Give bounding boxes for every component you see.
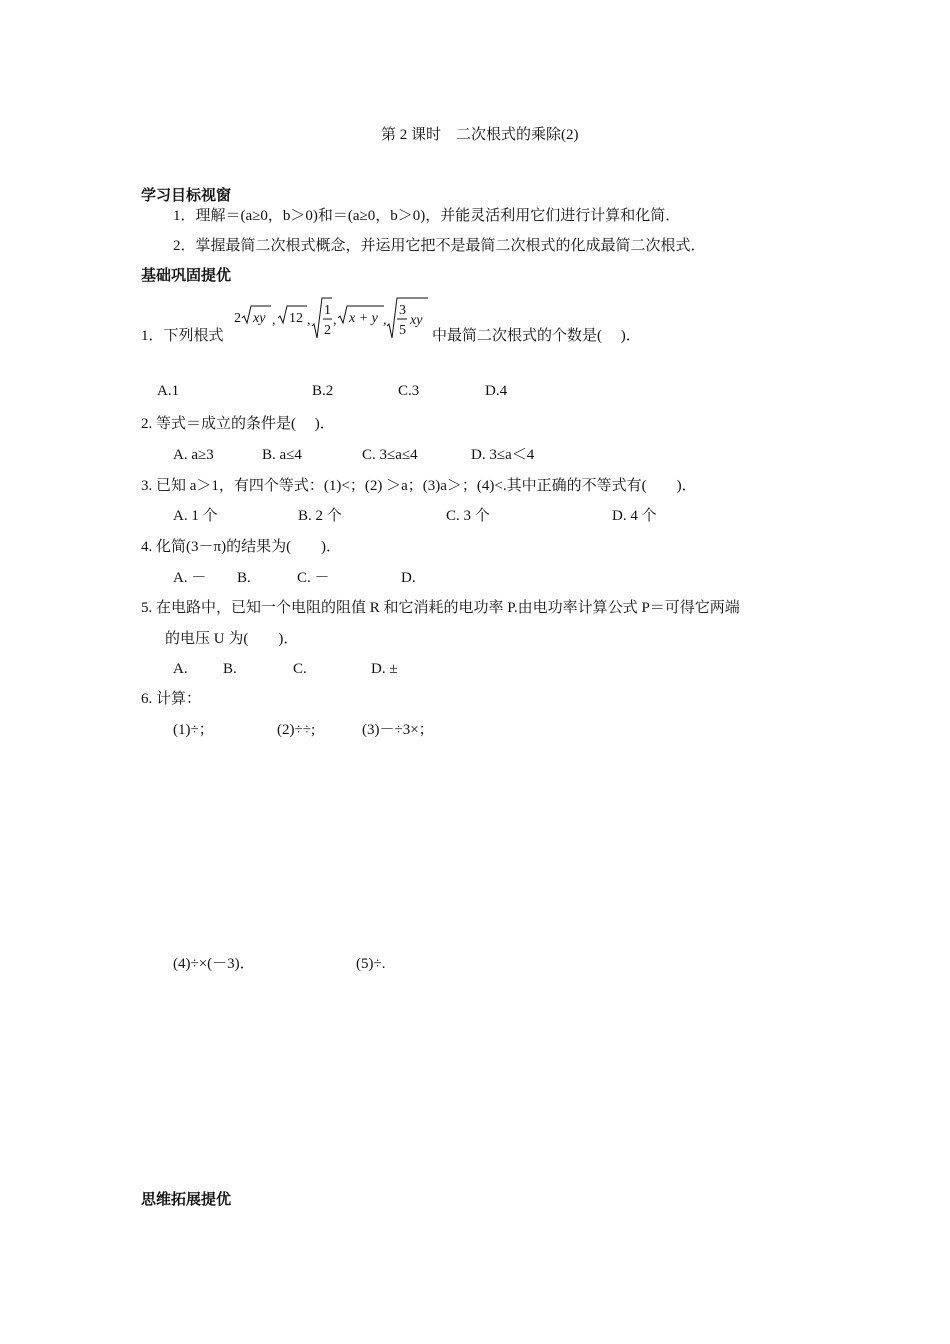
objective-1: 1．理解＝(a≥0，b＞0)和＝(a≥0，b＞0)，并能灵活利用它们进行计算和化简． xyxy=(173,208,681,224)
formula-sep-1: , xyxy=(272,313,276,328)
section-heading-objectives: 学习目标视窗 xyxy=(141,186,232,204)
question-3-option-d[interactable]: D. 4 个 xyxy=(612,508,657,524)
question-5-option-d[interactable]: D. ± xyxy=(371,661,398,677)
question-4-option-a[interactable]: A. － xyxy=(173,570,207,586)
question-2-option-a[interactable]: A. a≥3 xyxy=(173,447,214,463)
question-4-text: 4. 化简(3－π)的结果为( )． xyxy=(141,539,342,555)
formula-r2: 12 xyxy=(289,311,303,326)
objective-2: 2．掌握最简二次根式概念，并运用它把不是最简二次根式的化成最简二次根式． xyxy=(173,238,706,254)
formula-r5-tail: xy xyxy=(410,313,423,328)
formula-f3-num: 1 xyxy=(324,303,331,318)
question-5-option-a[interactable]: A. xyxy=(173,661,188,677)
section-heading-basics: 基础巩固提优 xyxy=(141,266,232,284)
question-6-text: 6. 计算： xyxy=(141,691,202,707)
question-6-part-2: (2)÷÷; xyxy=(277,722,316,738)
question-3-text: 3. 已知 a＞1，有四个等式：(1)<；(2) ＞a；(3)a＞；(4)<.其中正确的不等式有( )． xyxy=(141,478,697,494)
question-1-suffix: 中最简二次根式的个数是( )． xyxy=(432,328,641,344)
question-5-option-b[interactable]: B. xyxy=(223,661,237,677)
formula-r1: xy xyxy=(253,311,266,326)
question-5-line-2: 的电压 U 为( )． xyxy=(165,631,299,647)
formula-r4: x + y xyxy=(349,311,378,326)
question-5-option-c[interactable]: C. xyxy=(293,661,307,677)
question-1-option-c[interactable]: C.3 xyxy=(398,383,420,399)
question-1-option-a[interactable]: A.1 xyxy=(157,383,180,399)
radical-formula-graphic xyxy=(234,296,434,342)
formula-f3-den: 2 xyxy=(324,323,331,338)
question-1-option-b[interactable]: B.2 xyxy=(312,383,334,399)
formula-coef: 2 xyxy=(234,311,241,326)
question-4-option-b[interactable]: B. xyxy=(237,570,251,586)
question-3-option-b[interactable]: B. 2 个 xyxy=(298,508,342,524)
question-3-option-a[interactable]: A. 1 个 xyxy=(173,508,218,524)
question-6-part-5: (5)÷. xyxy=(356,956,386,972)
question-1-prefix: 1．下列根式 xyxy=(141,328,224,344)
question-2-option-c[interactable]: C. 3≤a≤4 xyxy=(362,447,418,463)
question-3-option-c[interactable]: C. 3 个 xyxy=(446,508,490,524)
formula-sep-2: , xyxy=(307,313,311,328)
page-title: 第 2 课时 二次根式的乘除(2) xyxy=(381,127,579,143)
question-6-part-3: (3)－÷3×； xyxy=(362,722,434,738)
formula-f5-den: 5 xyxy=(399,323,406,338)
question-4-option-c[interactable]: C. － xyxy=(297,570,330,586)
question-6-part-4: (4)÷×(－3)． xyxy=(173,956,255,972)
question-6-part-1: (1)÷； xyxy=(173,722,214,738)
question-4-option-d[interactable]: D. xyxy=(401,570,416,586)
question-1-option-d[interactable]: D.4 xyxy=(485,383,508,399)
question-1-formula xyxy=(234,296,434,342)
question-2-option-d[interactable]: D. 3≤a＜4 xyxy=(471,447,535,463)
formula-f5-num: 3 xyxy=(399,303,406,318)
formula-sep-3: , xyxy=(333,313,337,328)
formula-sep-4: , xyxy=(383,313,387,328)
question-2-option-b[interactable]: B. a≤4 xyxy=(262,447,302,463)
question-2-text: 2. 等式＝成立的条件是( )． xyxy=(141,416,335,432)
question-5-line-1: 5. 在电路中，已知一个电阻的阻值 R 和它消耗的电功率 P.由电功率计算公式 P＝可得它两端 xyxy=(141,600,740,616)
section-heading-extension: 思维拓展提优 xyxy=(141,1190,232,1208)
